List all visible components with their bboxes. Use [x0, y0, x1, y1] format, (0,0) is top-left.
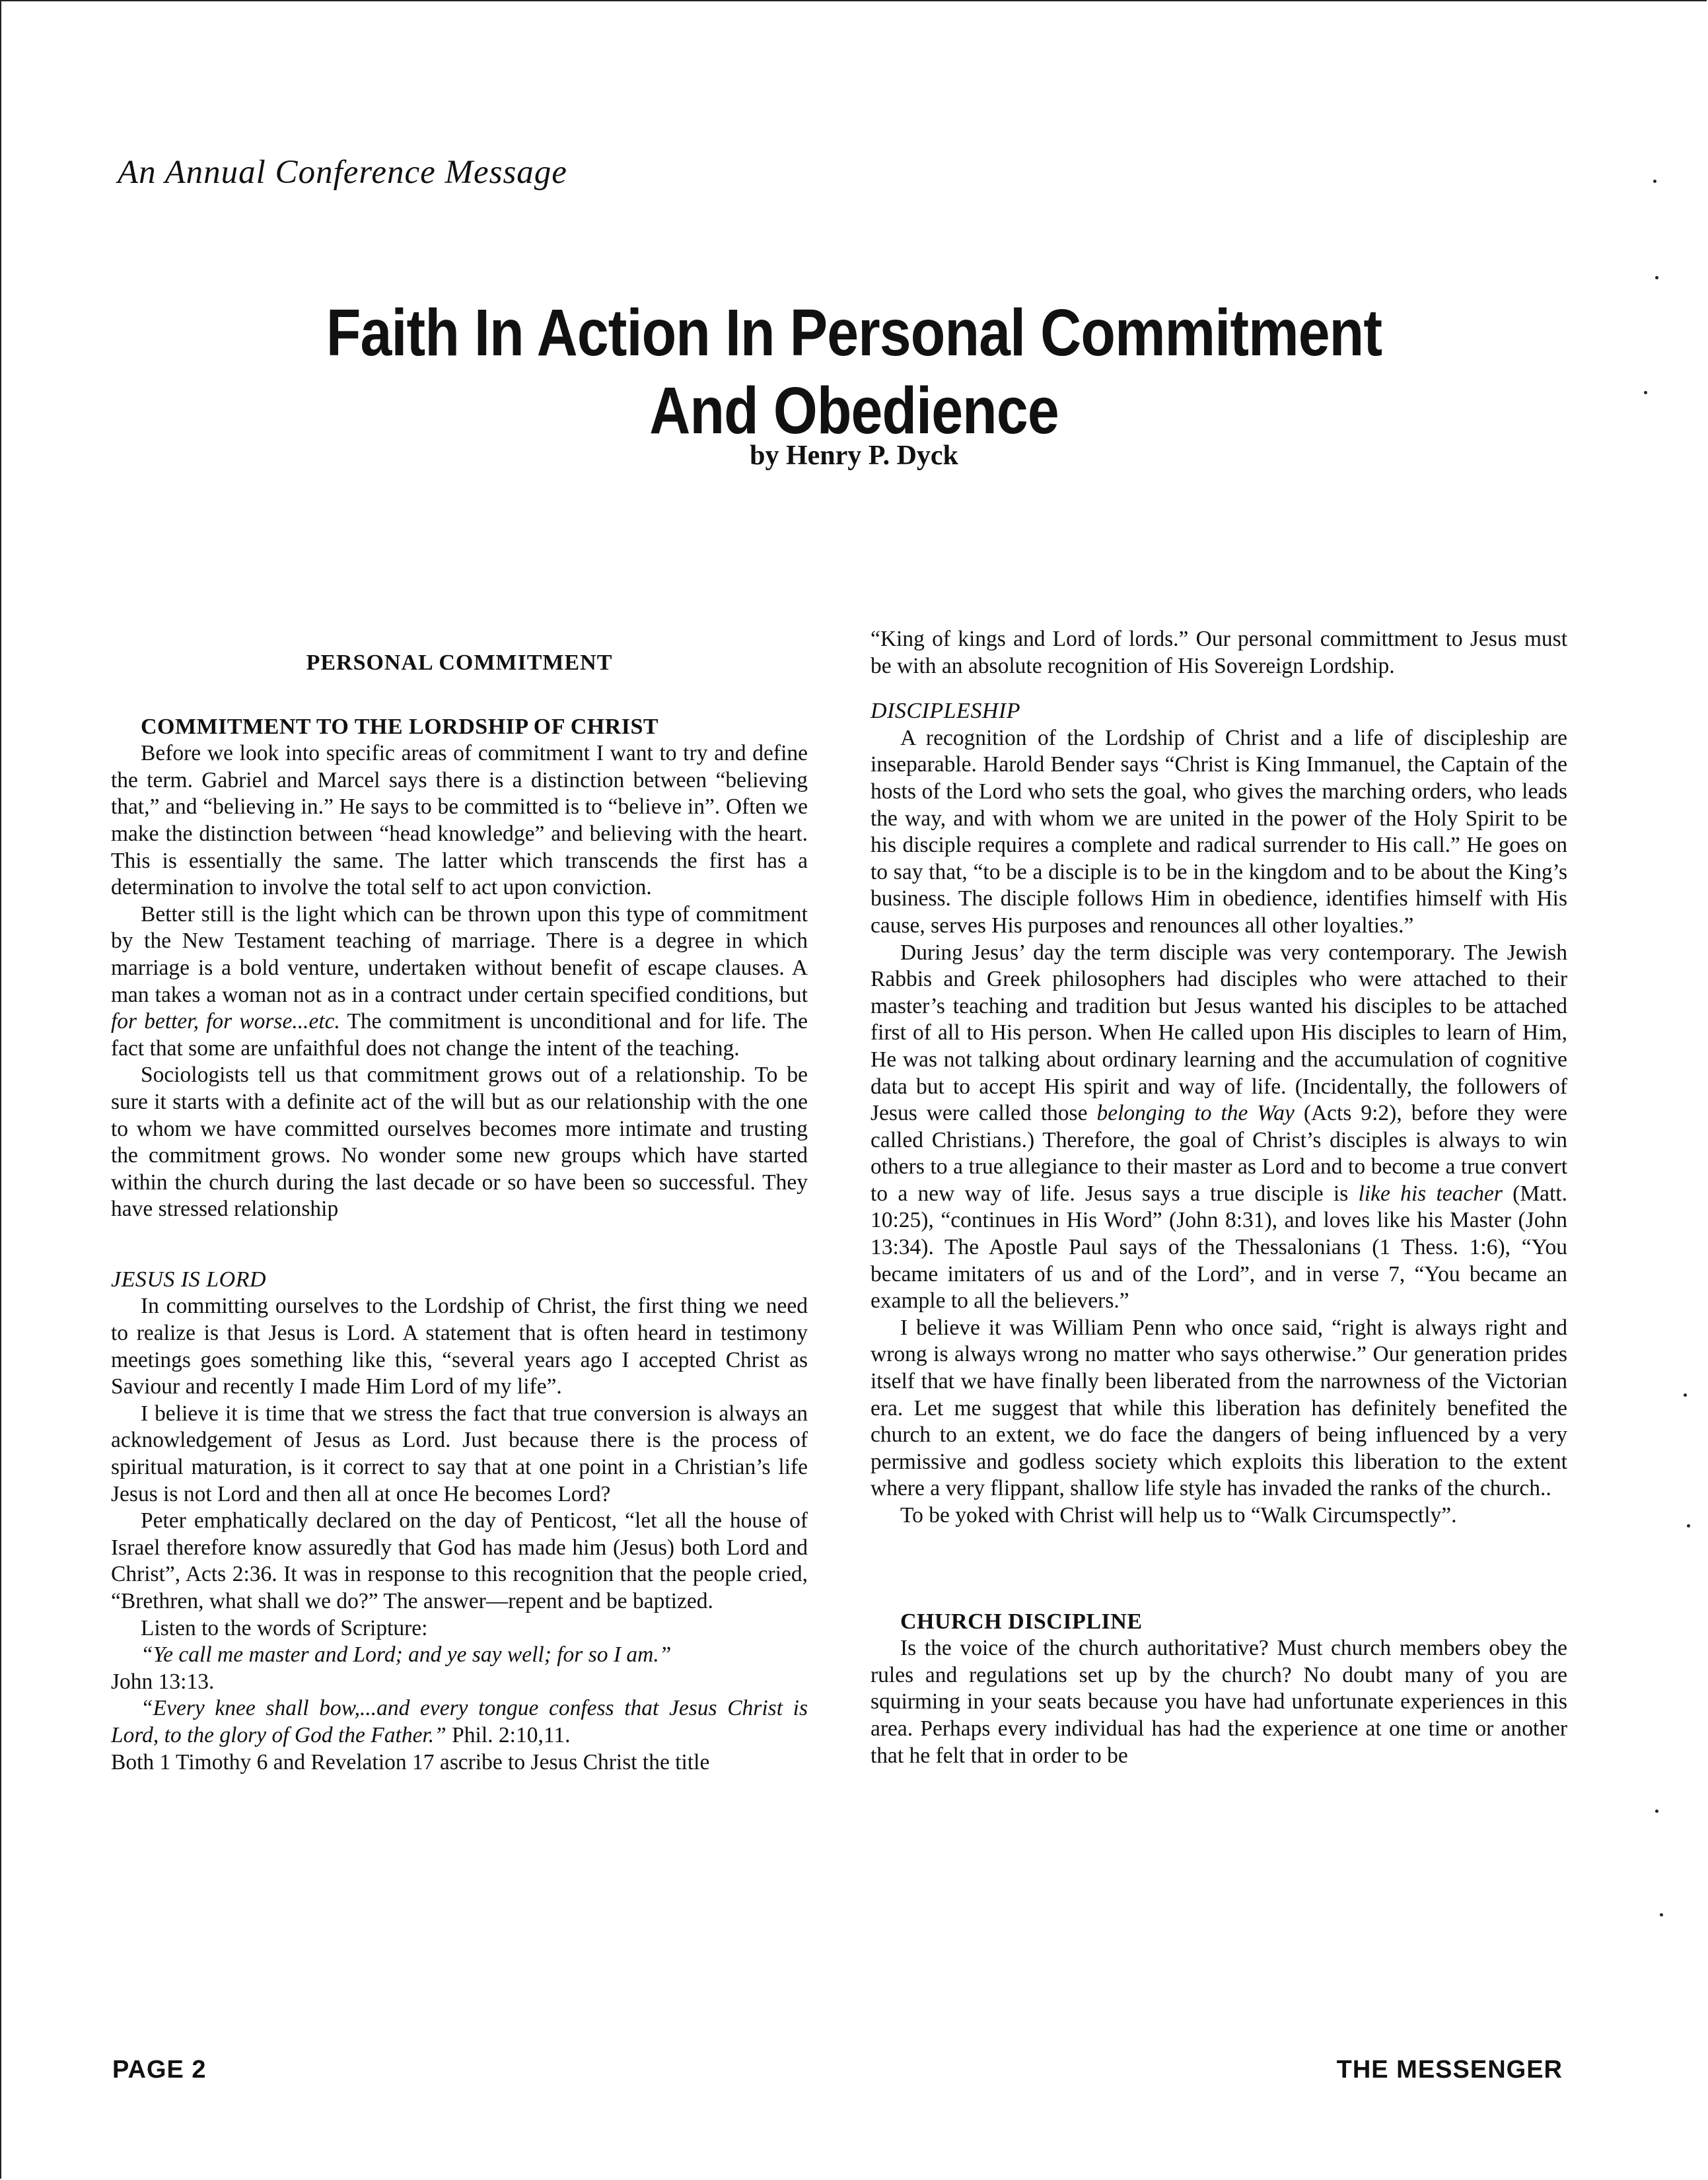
scan-speck	[1653, 180, 1656, 183]
subheading-lordship: COMMITMENT TO THE LORDSHIP OF CHRIST	[141, 714, 659, 739]
scan-speck	[1655, 276, 1658, 279]
page-number: PAGE 2	[112, 2056, 207, 2084]
spacer	[111, 1223, 808, 1267]
paragraph: Both 1 Timothy 6 and Revelation 17 ascribe to Jesus Christ the title	[111, 1749, 710, 1775]
scripture-quote	[111, 1695, 808, 1749]
article-kicker: An Annual Conference Message	[118, 154, 567, 191]
subheading-jesus-is-lord: JESUS IS LORD	[111, 1267, 267, 1292]
paragraph	[111, 901, 808, 1063]
paragraph: To be yoked with Christ will help us to “Walk Circumspectly”.	[900, 1503, 1457, 1528]
title-line-1: Faith In Action In Personal Commitment	[326, 296, 1382, 370]
paragraph: Before we look into specific areas of commitment I want to try and define the term. Gabriel and Marcel says there is a distinction between “believing that,” and “believing in.” He says to be committed is to “believe in”. Often we make the distinction between “head knowledge” and believing with the heart. This is essentially the same. The latter which transcends the first has a determination to involve the total self to act upon conviction.	[111, 741, 808, 900]
scripture-reference: John 13:13.	[111, 1669, 215, 1694]
right-column	[871, 626, 1567, 1769]
paragraph: Listen to the words of Scripture:	[141, 1615, 428, 1640]
paragraph: A recognition of the Lordship of Christ and a life of discipleship are inseparable. Harold Bender says “Christ is King Immanuel, the Captain of the hosts of the Lord who sets the goal, who gives the marching orders, who leads the way, and with whom we are united in the power of the Holy Spirit to be his disciple requires a complete and radical surrender to His call.” He goes on to say that, “to be a disciple is to be in the kingdom and to be about the King’s business. The disciple follows Him in obedience, identifies himself with His cause, serves His purposes and renounces all other loyalties.”	[871, 725, 1567, 938]
text-run: (Acts 9:2), before they were called Christians.) Therefore, the goal of Christ’s disciples is always to win others to a true allegiance to their master as Lord and to become a true convert to a new way of life. Jesus says a true disciple is	[871, 1101, 1567, 1206]
spacer	[871, 680, 1567, 698]
scan-speck	[1684, 1393, 1687, 1397]
text-run: Phil. 2:10,11.	[446, 1722, 571, 1747]
article-title	[120, 294, 1588, 450]
scan-speck	[1655, 1810, 1658, 1813]
paragraph: Sociologists tell us that commitment grows out of a relationship. To be sure it starts with a definite act of the will but as our relationship with the one to whom we have committed ourselves becomes more intimate and trusting the commitment grows. No wonder some new groups which have started within the church during the last decade or so have been so successful. They have stressed relationship	[111, 1063, 808, 1222]
paragraph: I believe it was William Penn who once said, “right is always right and wrong is always wrong no matter who says otherwise.” Our generation prides itself that we have finally been liberated from the narrowness of the Victorian era. Let me suggest that while this liberation has definitely benefited the church to an extent, we do face the dangers of being influenced by a very permissive and godless society which exploits this liberation to the extent where a very flippant, shallow life style has invaded the ranks of the church..	[871, 1315, 1567, 1501]
text-run: (Matt. 10:25), “continues in His Word” (John 8:31), and loves like his Master (John 13:34). The Apostle Paul says of the Thessalonians (1 Thess. 1:6), “You became imitaters of us and of the Lord”, and in verse 7, “You became an example to all the believers.”	[871, 1181, 1567, 1314]
text-run: During Jesus’ day the term disciple was very contemporary. The Jewish Rabbis and Greek philosophers had disciples who were attached to their master’s teaching and tradition but Jesus wanted his disciples to be attached first of all to His person. When He called upon His disciples to learn of Him, He was not talking about ordinary learning and the accumulation of cognitive data but to accept His spirit and way of life. (Incidentally, the followers of Jesus were called those	[871, 940, 1567, 1126]
paragraph: I believe it is time that we stress the fact that true conversion is always an acknowledgement of Jesus as Lord. Just because there is the process of spiritual maturation, is it correct to say that at one point in a Christian’s life Jesus is not Lord and then all at once He becomes Lord?	[111, 1401, 808, 1506]
text-run-italic: like his teacher	[1358, 1181, 1503, 1206]
paragraph: In committing ourselves to the Lordship of Christ, the first thing we need to realize is that Jesus is Lord. A statement that is often heard in testimony meetings goes something like this, “several years ago I accepted Christ as Saviour and recently I made Him Lord of my life”.	[111, 1294, 808, 1399]
section-title: PERSONAL COMMITMENT	[306, 650, 613, 675]
paragraph	[871, 940, 1567, 1315]
left-column	[111, 621, 808, 1776]
byline: by Henry P. Dyck	[750, 440, 958, 471]
paragraph: Is the voice of the church authoritative? Must church members obey the rules and regulations set up by the church? No doubt many of you are squirming in your seats because you have had unfortunate experiences in this area. Perhaps every individual has had the experience at one time or another that he felt that in order to be	[871, 1636, 1567, 1768]
text-run: The commitment is unconditional and for life. The fact that some are unfaithful does not change the intent of the teaching.	[111, 1009, 808, 1061]
paragraph: Peter emphatically declared on the day of Penticost, “let all the house of Israel therefore know assuredly that God has made him (Jesus) both Lord and Christ”, Acts 2:36. It was in response to this recognition that the people cried, “Brethren, what shall we do?” The answer—repent and be baptized.	[111, 1508, 808, 1613]
title-line-2: And Obedience	[649, 374, 1059, 448]
text-run-italic: belonging to the Way	[1096, 1101, 1295, 1126]
text-run-italic: for better, for worse...etc.	[111, 1009, 340, 1034]
subheading-discipleship: DISCIPLESHIP	[871, 699, 1020, 724]
scan-speck	[1644, 391, 1647, 394]
text-run-italic: “Every knee shall bow,...and every tongue confess that Jesus Christ is Lord, to the glory of God the Father.”	[111, 1696, 808, 1747]
paragraph: “King of kings and Lord of lords.” Our personal committment to Jesus must be with an absolute recognition of His Sovereign Lordship.	[871, 627, 1567, 678]
scan-speck	[1687, 1524, 1690, 1528]
subheading-church-discipline: CHURCH DISCIPLINE	[900, 1609, 1143, 1634]
text-run: Better still is the light which can be thrown upon this type of commitment by the New Testament teaching of marriage. There is a degree in which marriage is a bold venture, undertaken without benefit of escape clauses. A man takes a woman not as in a contract under certain specified conditions, but	[111, 901, 808, 1007]
publication-name: THE MESSENGER	[1336, 2056, 1563, 2084]
scripture-quote: “Ye call me master and Lord; and ye say well; for so I am.”	[141, 1642, 672, 1668]
scan-speck	[1660, 1913, 1663, 1916]
spacer	[871, 1530, 1567, 1609]
